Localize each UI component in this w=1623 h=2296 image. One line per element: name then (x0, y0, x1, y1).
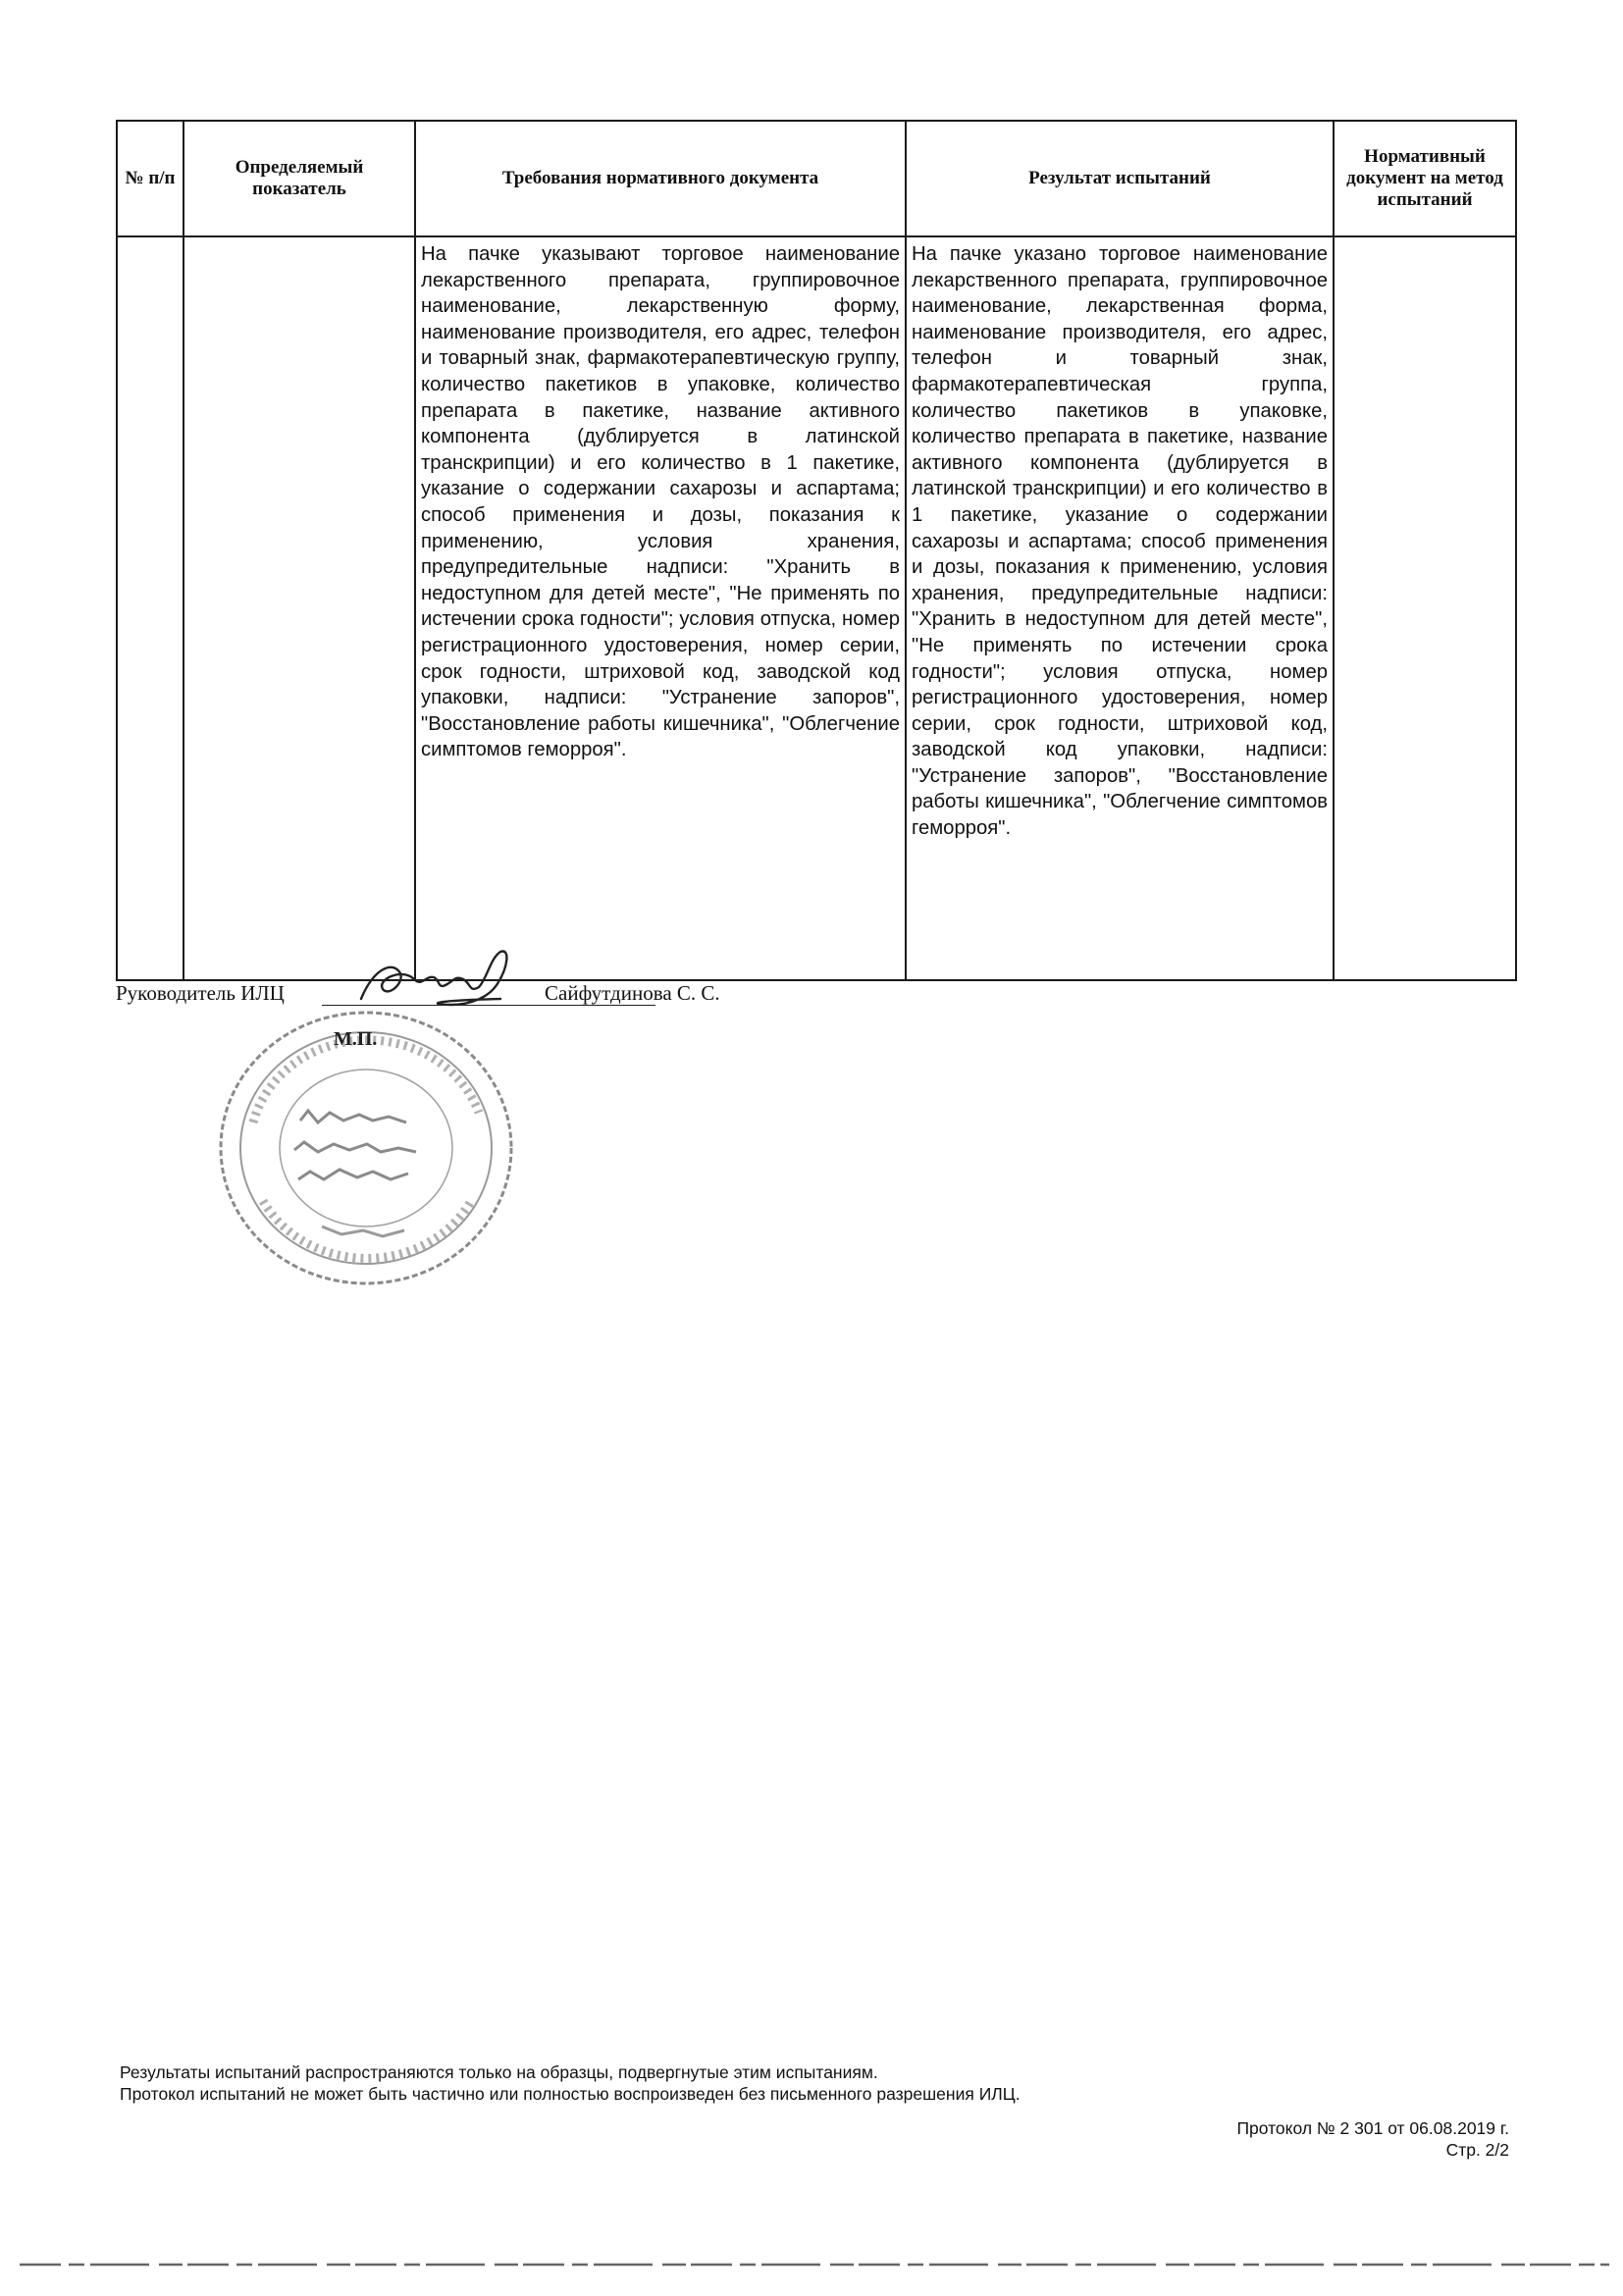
footer-note-line-2: Протокол испытаний не может быть частично или полностью воспроизведен без письменного разрешения ИЛЦ. (120, 2084, 1021, 2104)
footer-note-line-1: Результаты испытаний распространяются только на образцы, подвергнутые этим испытаниям. (120, 2062, 878, 2082)
table-header-row (117, 121, 1516, 236)
header-indicator: Определяемый показатель (183, 121, 415, 236)
header-result: Результат испытаний (906, 121, 1334, 236)
test-results-table-wrapper (116, 120, 1515, 981)
stamp-mark-label: М.П. (334, 1028, 378, 1050)
cell-requirements: На пачке указывают торговое наименование лекарственного препарата, группировочное наименование, лекарственную форму, наименование производителя, его адрес, телефон и товарный знак, фармакотерапевтическую группу, количество пакетиков в упаковке, количество препарата в пакетике, название активного компонента (дублируется в латинской транскрипции) и его количество в 1 пакетике, указание о содержании сахарозы и аспартама; способ применения и дозы, показания к применению, условия хранения, предупредительные надписи: "Хранить в недоступном для детей месте", "Не применять по истечении срока годности"; условия отпуска, номер регистрационного удостоверения, номер серии, срок годности, штриховой код, заводской код упаковки, надписи: "Устранение запоров", "Восстановление работы кишечника", "Облегчение симптомов геморроя". (415, 236, 906, 980)
page-number: Стр. 2/2 (1445, 2140, 1509, 2160)
protocol-number: Протокол № 2 301 от 06.08.2019 г. (1236, 2118, 1509, 2138)
header-requirements: Требования нормативного документа (415, 121, 906, 236)
cell-result: На пачке указано торговое наименование лекарственного препарата, группировочное наименование, лекарственная форма, наименование производителя, его адрес, телефон и товарный знак, фармакотерапевтическая группа, количество пакетиков в упаковке, количество препарата в пакетике, название активного компонента (дублируется в латинской транскрипции) и его количество в 1 пакетике, указание о содержании сахарозы и аспартама; способ применения и дозы, показания к применению, условия хранения, предупредительные надписи: "Хранить в недоступном для детей месте", "Не применять по истечении срока годности"; условия отпуска, номер регистрационного удостоверения, номер серии, срок годности, штриховой код, заводской код упаковки, надписи: "Устранение запоров", "Восстановление работы кишечника", "Облегчение симптомов геморроя". (906, 236, 1334, 980)
footer-disclaimer (120, 2061, 1021, 2105)
test-results-table (116, 120, 1517, 981)
cell-number (117, 236, 183, 980)
footer-protocol-info (1236, 2117, 1509, 2161)
header-number: № п/п (117, 121, 183, 236)
header-method: Нормативный документ на метод испытаний (1334, 121, 1516, 236)
cell-method (1334, 236, 1516, 980)
signatory-name: Сайфутдинова С. С. (545, 981, 720, 1005)
scan-edge-artifact (0, 2257, 1623, 2272)
cell-indicator (183, 236, 415, 980)
signatory-title: Руководитель ИЛЦ (116, 981, 285, 1005)
table-row (117, 236, 1516, 980)
